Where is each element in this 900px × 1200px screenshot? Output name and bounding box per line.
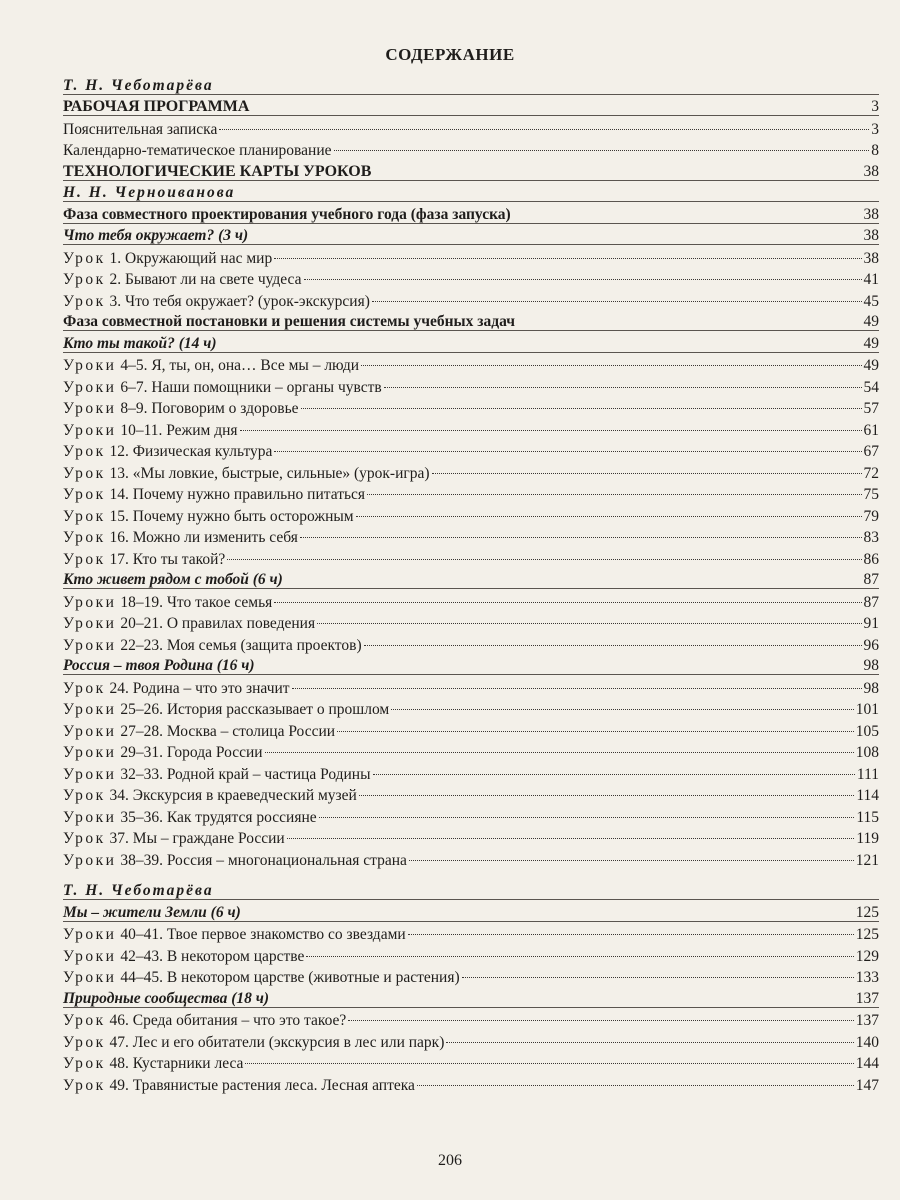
leader-dots <box>300 522 862 539</box>
lesson-title: 37. Мы – граждане России <box>109 830 285 847</box>
lesson-kind: Уроки <box>63 636 117 654</box>
leader-dots <box>245 1048 853 1065</box>
leader-dots <box>285 565 862 581</box>
toc-entry-title: Фаза совместного проектирования учебного года (фаза запуска) <box>63 205 511 223</box>
lesson-kind: Уроки <box>63 765 117 783</box>
toc-page-number: 8 <box>871 142 879 159</box>
leader-dots <box>432 457 862 474</box>
lesson-title: 14. Почему нужно правильно питаться <box>109 486 366 503</box>
lesson-kind: Уроки <box>63 593 117 611</box>
toc-page-number: 147 <box>855 1076 879 1094</box>
leader-dots <box>334 135 870 152</box>
lesson-kind: Уроки <box>63 357 117 374</box>
toc-entry-title <box>63 678 290 700</box>
leader-dots <box>391 694 854 711</box>
leader-dots <box>373 156 861 172</box>
toc-page-number: 114 <box>856 787 879 804</box>
toc-page-number: 79 <box>863 507 879 525</box>
leader-dots <box>361 350 861 367</box>
toc-page-number: 38 <box>863 227 879 244</box>
leader-dots <box>250 221 861 237</box>
leader-dots <box>271 983 854 999</box>
lesson-kind: Уроки <box>63 947 117 965</box>
toc-entry-title <box>63 355 359 377</box>
toc-page-number: 91 <box>863 615 879 632</box>
toc-entry-title <box>63 592 272 614</box>
lesson-title: 49. Травянистые растения леса. Лесная аптека <box>109 1076 415 1094</box>
toc-entry-title <box>63 807 317 829</box>
leader-dots <box>274 586 861 603</box>
toc-entry-title <box>63 764 371 786</box>
leader-dots <box>372 285 862 302</box>
toc-entry-title: Россия – твоя Родина (16 ч) <box>63 657 255 674</box>
toc-page-number: 75 <box>863 486 879 503</box>
toc-entry-title <box>63 742 263 764</box>
lesson-kind: Уроки <box>63 400 117 417</box>
toc-entry-title <box>63 1075 415 1097</box>
lesson-title: 35–36. Как трудятся россияне <box>120 808 317 826</box>
toc-entry-title: Природные сообщества (18 ч) <box>63 989 270 1007</box>
toc-page-number: 87 <box>863 571 879 588</box>
lesson-kind: Уроки <box>63 744 117 761</box>
lesson-kind: Урок <box>63 249 106 267</box>
lesson-kind: Уроки <box>63 615 117 632</box>
toc-page-number: 125 <box>855 926 879 943</box>
leader-dots <box>417 1069 854 1086</box>
toc-page-number: 3 <box>871 120 879 138</box>
toc-page-number: 115 <box>856 808 879 826</box>
leader-dots <box>219 113 869 130</box>
leader-dots <box>301 393 862 410</box>
toc-page-number: 3 <box>871 98 879 115</box>
lesson-title: 10–11. Режим дня <box>120 421 238 439</box>
toc-entry-title <box>63 850 407 872</box>
toc-entry-title: Мы – жители Земли (6 ч) <box>63 903 241 921</box>
toc-entry-title: Пояснительная записка <box>63 120 218 138</box>
leader-dots <box>384 371 862 388</box>
lesson-title: 22–23. Моя семья (защита проектов) <box>120 636 362 654</box>
toc-page-number: 41 <box>863 271 879 288</box>
toc-entry-title: Что тебя окружает? (3 ч) <box>63 227 249 244</box>
lesson-title: 1. Окружающий нас мир <box>109 249 273 267</box>
toc-entry-title: ТЕХНОЛОГИЧЕСКИЕ КАРТЫ УРОКОВ <box>63 162 372 180</box>
leader-dots <box>364 629 862 646</box>
toc-page-number: 137 <box>855 989 879 1007</box>
toc-page-number: 96 <box>863 636 879 654</box>
lesson-kind: Уроки <box>63 851 117 869</box>
toc-entry-title <box>63 420 238 442</box>
lesson-kind: Урок <box>63 1055 106 1072</box>
lesson-title: 42–43. В некотором царстве <box>120 947 305 965</box>
toc-entry-title <box>63 269 302 291</box>
toc-page-number: 87 <box>863 593 879 611</box>
toc-page-number: 38 <box>863 249 879 267</box>
lesson-kind: Уроки <box>63 378 117 396</box>
toc-page-number: 49 <box>863 334 879 352</box>
lesson-title: 18–19. Что такое семья <box>120 593 273 611</box>
leader-dots <box>237 178 877 194</box>
leader-dots <box>274 242 861 259</box>
lesson-title: 12. Физическая культура <box>109 443 273 460</box>
toc-page-number: 98 <box>863 679 879 697</box>
lesson-title: 34. Экскурсия в краеведческий музей <box>109 787 357 804</box>
toc-page-number: 144 <box>855 1055 879 1072</box>
leader-dots <box>337 715 854 732</box>
lesson-title: 4–5. Я, ты, он, она… Все мы – люди <box>120 357 360 374</box>
toc-page-number: 61 <box>863 421 879 439</box>
lesson-kind: Уроки <box>63 808 117 826</box>
leader-dots <box>367 479 861 496</box>
lesson-title: 3. Что тебя окружает? (урок-экскурсия) <box>109 292 370 310</box>
leader-dots <box>257 651 862 667</box>
toc-entry-title: Кто ты такой? (14 ч) <box>63 334 217 352</box>
toc-entry-title <box>63 1010 346 1032</box>
toc-entry-title <box>63 946 304 968</box>
toc-page-number: 125 <box>855 903 879 921</box>
leader-dots <box>287 823 855 840</box>
lesson-kind: Урок <box>63 679 106 697</box>
lesson-title: 46. Среда обитания – что это такое? <box>109 1012 347 1029</box>
leader-dots <box>216 876 877 892</box>
toc-page-number: 105 <box>855 722 879 740</box>
toc-entry-title <box>63 1053 243 1075</box>
leader-dots <box>243 897 854 913</box>
lesson-kind: Урок <box>63 507 106 525</box>
lesson-kind: Урок <box>63 271 106 288</box>
lesson-title: 8–9. Поговорим о здоровье <box>120 400 299 417</box>
leader-dots <box>359 780 854 797</box>
leader-dots <box>251 92 869 108</box>
toc-entry-title <box>63 248 272 270</box>
lesson-kind: Урок <box>63 464 106 482</box>
lesson-kind: Урок <box>63 443 106 460</box>
lesson-title: 17. Кто ты такой? <box>109 550 226 568</box>
lesson-title: 44–45. В некотором царстве (животные и растения) <box>120 969 460 986</box>
leader-dots <box>319 801 855 818</box>
toc-entry-title: РАБОЧАЯ ПРОГРАММА <box>63 98 250 115</box>
lesson-title: 20–21. О правилах поведения <box>120 615 316 632</box>
leader-dots <box>356 500 862 517</box>
lesson-kind: Урок <box>63 1033 106 1051</box>
lesson-kind: Урок <box>63 787 106 804</box>
toc-entry-title: Н. Н. Черноиванова <box>63 184 236 201</box>
toc-entry-title: Т. Н. Чеботарёва <box>63 882 214 899</box>
lesson-kind: Урок <box>63 292 106 310</box>
lesson-kind: Уроки <box>63 421 117 439</box>
toc-page-number: 57 <box>863 400 879 417</box>
lesson-kind: Уроки <box>63 926 117 943</box>
leader-dots <box>219 328 862 344</box>
leader-dots <box>216 70 877 86</box>
lesson-title: 24. Родина – что это значит <box>109 679 290 697</box>
lesson-title: 38–39. Россия – многонациональная страна <box>120 851 407 869</box>
toc-entry-lesson <box>63 1073 879 1095</box>
lesson-kind: Урок <box>63 550 106 568</box>
toc-page-number: 119 <box>856 830 879 847</box>
toc-page-number: 140 <box>855 1033 879 1051</box>
toc-page-number: 54 <box>863 378 879 396</box>
toc-page-number: 72 <box>863 464 879 482</box>
leader-dots <box>306 940 853 957</box>
toc-page-number: 111 <box>856 765 879 783</box>
lesson-kind: Урок <box>63 529 106 546</box>
leader-dots <box>513 199 862 215</box>
lesson-kind: Уроки <box>63 969 117 986</box>
leader-dots <box>265 737 854 754</box>
leader-dots <box>462 962 854 979</box>
lesson-kind: Урок <box>63 486 106 503</box>
lesson-title: 15. Почему нужно быть осторожным <box>109 507 354 525</box>
toc-page-number: 67 <box>863 443 879 460</box>
leader-dots <box>274 436 861 453</box>
leader-dots <box>227 543 861 560</box>
toc-page-number: 49 <box>863 313 879 330</box>
toc-entry-title <box>63 484 365 506</box>
toc-entry-title: Календарно-тематическое планирование <box>63 142 332 159</box>
lesson-kind: Урок <box>63 1076 106 1094</box>
toc-page-number: 121 <box>855 851 879 869</box>
page-number: 206 <box>438 1152 462 1169</box>
toc-page-number: 98 <box>863 657 879 674</box>
toc-entry-title: Кто живет рядом с тобой (6 ч) <box>63 571 283 588</box>
toc-entry-title: Фаза совместной постановки и решения системы учебных задач <box>63 313 515 330</box>
leader-dots <box>408 919 854 936</box>
leader-dots <box>446 1026 853 1043</box>
toc-page-number: 137 <box>855 1012 879 1029</box>
toc-page-number: 49 <box>863 357 879 374</box>
lesson-title: 2. Бывают ли на свете чудеса <box>109 271 302 288</box>
lesson-title: 48. Кустарники леса <box>109 1055 244 1072</box>
lesson-title: 47. Лес и его обитатели (экскурсия в лес или парк) <box>109 1033 445 1051</box>
toc-entry-lesson <box>63 848 879 870</box>
lesson-title: 32–33. Родной край – частица Родины <box>120 765 371 783</box>
lesson-title: 16. Можно ли изменить себя <box>109 529 298 546</box>
toc-page-number: 108 <box>855 744 879 761</box>
lesson-kind: Урок <box>63 830 106 847</box>
lesson-kind: Урок <box>63 1012 106 1029</box>
toc-entry-title <box>63 549 225 571</box>
toc-entry-title <box>63 613 315 635</box>
toc-entry-title <box>63 828 285 850</box>
lesson-title: 27–28. Москва – столица России <box>120 722 336 740</box>
lesson-title: 29–31. Города России <box>120 744 263 761</box>
toc-page-number: 86 <box>863 550 879 568</box>
lesson-title: 25–26. История рассказывает о прошлом <box>120 701 390 718</box>
leader-dots <box>317 608 861 625</box>
toc-page-number: 129 <box>855 947 879 965</box>
leader-dots <box>409 844 854 861</box>
leader-dots <box>517 307 862 323</box>
toc-page-number: 38 <box>863 162 879 180</box>
lesson-kind: Уроки <box>63 722 117 740</box>
lesson-title: 13. «Мы ловкие, быстрые, сильные» (урок-игра) <box>109 464 430 482</box>
leader-dots <box>240 414 862 431</box>
lesson-title: 40–41. Твое первое знакомство со звездами <box>120 926 406 943</box>
toc-entry-title <box>63 291 370 313</box>
table-of-contents <box>63 74 879 1095</box>
toc-entry-title: Т. Н. Чеботарёва <box>63 76 214 94</box>
toc-entry-title <box>63 441 272 463</box>
toc-page-number: 45 <box>863 292 879 310</box>
leader-dots <box>348 1005 853 1022</box>
toc-page-number: 83 <box>863 529 879 546</box>
page-title: СОДЕРЖАНИЕ <box>385 45 515 64</box>
toc-page-number: 101 <box>855 701 879 718</box>
toc-entry-title <box>63 785 357 807</box>
leader-dots <box>304 264 862 281</box>
leader-dots <box>292 672 862 689</box>
lesson-title: 6–7. Наши помощники – органы чувств <box>120 378 382 396</box>
toc-page-number: 38 <box>863 205 879 223</box>
toc-page-number: 133 <box>855 969 879 986</box>
lesson-kind: Уроки <box>63 701 117 718</box>
leader-dots <box>373 758 855 775</box>
